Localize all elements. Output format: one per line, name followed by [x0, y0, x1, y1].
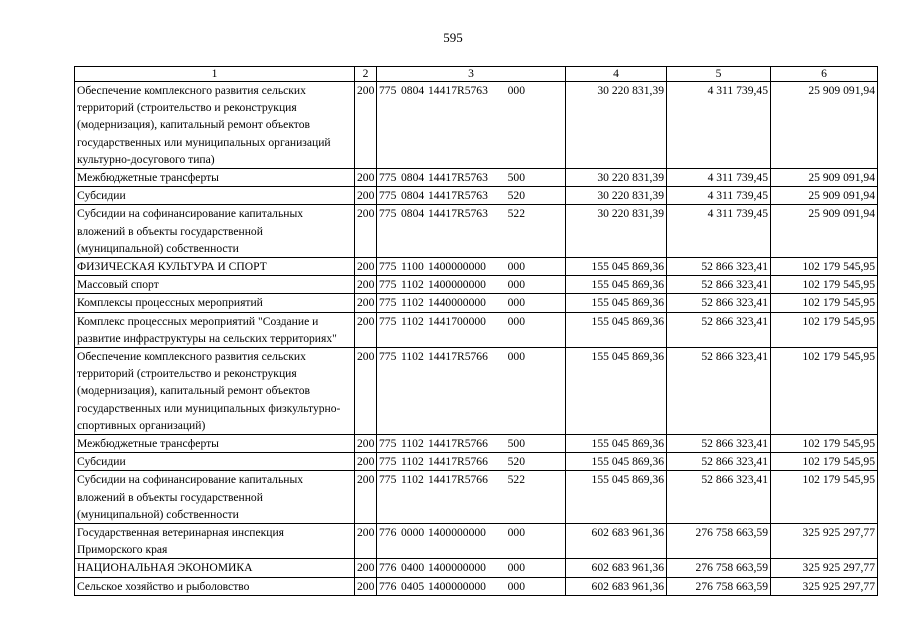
code-ps: 14417R5763: [428, 84, 488, 97]
row-code: [377, 577, 566, 595]
code-vr: 520: [507, 189, 525, 203]
code-vr: 520: [507, 455, 525, 469]
code-rz: 0804: [401, 189, 425, 203]
table-row: [75, 258, 878, 276]
value-col5: 52 866 323,41: [667, 348, 771, 435]
code-vr: 000: [507, 579, 525, 593]
table-row: [75, 294, 878, 312]
code-gr: 775: [379, 296, 397, 310]
code-gr: 775: [379, 84, 397, 97]
value-col5: 52 866 323,41: [667, 294, 771, 312]
value-col4: 602 683 961,36: [566, 524, 667, 559]
value-col6: 102 179 545,95: [771, 471, 878, 524]
code-rz: 1100: [401, 260, 424, 274]
value-col4: 155 045 869,36: [566, 312, 667, 347]
header-row: [75, 67, 878, 82]
code-gr: 775: [379, 455, 397, 469]
value-col4: 155 045 869,36: [566, 471, 667, 524]
budget-table: [74, 66, 878, 596]
row-name: Субсидии на софинансирование капитальных вложений в объекты государственной (муниципальной) собственности: [75, 205, 355, 258]
code-rz: 1102: [401, 350, 424, 364]
value-col5: 276 758 663,59: [667, 559, 771, 577]
row-code: [377, 169, 566, 187]
code-gr: 775: [379, 314, 397, 328]
row-code: [377, 524, 566, 559]
code-rz: 0804: [401, 207, 425, 221]
value-col5: 52 866 323,41: [667, 435, 771, 453]
code-vr: 000: [507, 278, 525, 292]
code-gr: 776: [379, 561, 397, 575]
table-row: [75, 187, 878, 205]
value-col6: 102 179 545,95: [771, 312, 878, 347]
code-gr: 775: [379, 473, 397, 487]
code-rz: 0400: [401, 561, 425, 575]
code-ps: 14417R5766: [428, 455, 488, 469]
code-rz: 0804: [401, 171, 425, 185]
row-indicator: 200: [355, 471, 377, 524]
row-indicator: 200: [355, 348, 377, 435]
code-vr: 500: [507, 437, 525, 451]
column-header: 1: [75, 67, 355, 82]
row-name: НАЦИОНАЛЬНАЯ ЭКОНОМИКА: [75, 559, 355, 577]
value-col6: 25 909 091,94: [771, 187, 878, 205]
code-ps: 1400000000: [428, 526, 486, 540]
table-row: [75, 348, 878, 435]
code-rz: 1102: [401, 455, 424, 469]
row-code: [377, 276, 566, 294]
value-col4: 155 045 869,36: [566, 276, 667, 294]
code-ps: 1440000000: [428, 296, 486, 310]
row-indicator: 200: [355, 169, 377, 187]
table-row: [75, 276, 878, 294]
code-gr: 775: [379, 278, 397, 292]
row-name: Государственная ветеринарная инспекция Приморского края: [75, 524, 355, 559]
table-row: [75, 524, 878, 559]
value-col6: 25 909 091,94: [771, 82, 878, 169]
code-gr: 775: [379, 171, 397, 185]
value-col4: 155 045 869,36: [566, 348, 667, 435]
value-col6: 325 925 297,77: [771, 559, 878, 577]
code-ps: 14417R5766: [428, 473, 488, 487]
code-vr: 000: [507, 526, 525, 540]
code-vr: 500: [507, 171, 525, 185]
value-col4: 30 220 831,39: [566, 187, 667, 205]
row-code: [377, 348, 566, 435]
row-indicator: 200: [355, 435, 377, 453]
value-col5: 4 311 739,45: [667, 82, 771, 169]
value-col4: 155 045 869,36: [566, 453, 667, 471]
value-col5: 52 866 323,41: [667, 312, 771, 347]
row-name: Комплекс процессных мероприятий "Создание и развитие инфраструктуры на сельских территориях": [75, 312, 355, 347]
code-vr: 000: [507, 260, 525, 274]
row-name: Субсидии: [75, 187, 355, 205]
value-col5: 52 866 323,41: [667, 258, 771, 276]
code-ps: 1400000000: [428, 579, 486, 593]
value-col6: 102 179 545,95: [771, 276, 878, 294]
value-col4: 155 045 869,36: [566, 294, 667, 312]
row-indicator: 200: [355, 258, 377, 276]
code-vr: 522: [507, 473, 525, 487]
value-col6: 102 179 545,95: [771, 348, 878, 435]
row-name: Обеспечение комплексного развития сельских территорий (строительство и реконструкция (модернизация), капитальный ремонт объектов государственных или муниципальных физкультурно-спортивных организаций): [75, 348, 355, 435]
value-col4: 30 220 831,39: [566, 82, 667, 169]
value-col6: 325 925 297,77: [771, 524, 878, 559]
table-row: [75, 559, 878, 577]
code-vr: 000: [507, 561, 525, 575]
value-col5: 4 311 739,45: [667, 187, 771, 205]
value-col4: 155 045 869,36: [566, 258, 667, 276]
table-row: [75, 205, 878, 258]
value-col6: 102 179 545,95: [771, 435, 878, 453]
code-ps: 1400000000: [428, 278, 486, 292]
value-col4: 155 045 869,36: [566, 435, 667, 453]
row-name: Межбюджетные трансферты: [75, 435, 355, 453]
table-row: [75, 312, 878, 347]
code-vr: 000: [507, 296, 525, 310]
value-col6: 102 179 545,95: [771, 453, 878, 471]
code-rz: 1102: [401, 278, 424, 292]
row-indicator: 200: [355, 294, 377, 312]
value-col6: 25 909 091,94: [771, 205, 878, 258]
code-ps: 14417R5763: [428, 189, 488, 203]
row-indicator: 200: [355, 577, 377, 595]
code-vr: 000: [507, 84, 525, 97]
code-vr: 000: [507, 350, 525, 364]
column-header: 2: [355, 67, 377, 82]
value-col5: 52 866 323,41: [667, 276, 771, 294]
row-name: Субсидии на софинансирование капитальных вложений в объекты государственной (муниципальной) собственности: [75, 471, 355, 524]
code-gr: 775: [379, 260, 397, 274]
code-ps: 14417R5766: [428, 437, 488, 451]
row-name: Межбюджетные трансферты: [75, 169, 355, 187]
code-rz: 1102: [401, 473, 424, 487]
row-name: ФИЗИЧЕСКАЯ КУЛЬТУРА И СПОРТ: [75, 258, 355, 276]
value-col5: 4 311 739,45: [667, 169, 771, 187]
row-code: [377, 187, 566, 205]
row-indicator: 200: [355, 276, 377, 294]
table-row: [75, 453, 878, 471]
code-rz: 0000: [401, 526, 425, 540]
table-row: [75, 169, 878, 187]
row-indicator: 200: [355, 205, 377, 258]
row-indicator: 200: [355, 559, 377, 577]
code-gr: 776: [379, 579, 397, 593]
code-gr: 776: [379, 526, 397, 540]
column-header: 4: [566, 67, 667, 82]
row-indicator: 200: [355, 524, 377, 559]
row-indicator: 200: [355, 82, 377, 169]
column-header: 6: [771, 67, 878, 82]
code-gr: 775: [379, 437, 397, 451]
value-col4: 602 683 961,36: [566, 559, 667, 577]
value-col6: 325 925 297,77: [771, 577, 878, 595]
row-indicator: 200: [355, 187, 377, 205]
code-vr: 522: [507, 207, 525, 221]
value-col5: 52 866 323,41: [667, 453, 771, 471]
row-code: [377, 559, 566, 577]
value-col5: 52 866 323,41: [667, 471, 771, 524]
code-ps: 1441700000: [428, 314, 486, 328]
code-ps: 14417R5766: [428, 350, 488, 364]
row-code: [377, 435, 566, 453]
table-row: [75, 471, 878, 524]
row-name: Обеспечение комплексного развития сельских территорий (строительство и реконструкция (модернизация), капитальный ремонт объектов государственных или муниципальных организаций культурно-досугового типа): [75, 82, 355, 169]
row-name: Субсидии: [75, 453, 355, 471]
row-code: [377, 294, 566, 312]
code-gr: 775: [379, 189, 397, 203]
table-row: [75, 82, 878, 169]
code-rz: 0804: [401, 84, 425, 97]
value-col6: 102 179 545,95: [771, 294, 878, 312]
table-row: [75, 435, 878, 453]
row-code: [377, 471, 566, 524]
row-code: [377, 258, 566, 276]
code-ps: 1400000000: [428, 561, 486, 575]
value-col4: 602 683 961,36: [566, 577, 667, 595]
row-name: Комплексы процессных мероприятий: [75, 294, 355, 312]
row-indicator: 200: [355, 453, 377, 471]
value-col4: 30 220 831,39: [566, 169, 667, 187]
value-col6: 102 179 545,95: [771, 258, 878, 276]
code-ps: 14417R5763: [428, 207, 488, 221]
row-code: [377, 205, 566, 258]
column-header: 3: [377, 67, 566, 82]
code-ps: 1400000000: [428, 260, 486, 274]
code-rz: 1102: [401, 314, 424, 328]
row-code: [377, 453, 566, 471]
code-ps: 14417R5763: [428, 171, 488, 185]
value-col4: 30 220 831,39: [566, 205, 667, 258]
row-code: [377, 82, 566, 169]
code-rz: 1102: [401, 296, 424, 310]
code-rz: 0405: [401, 579, 425, 593]
column-header: 5: [667, 67, 771, 82]
value-col6: 25 909 091,94: [771, 169, 878, 187]
code-vr: 000: [507, 314, 525, 328]
row-indicator: 200: [355, 312, 377, 347]
value-col5: 4 311 739,45: [667, 205, 771, 258]
page-number: 595: [443, 30, 463, 45]
row-name: Массовый спорт: [75, 276, 355, 294]
code-rz: 1102: [401, 437, 424, 451]
code-gr: 775: [379, 350, 397, 364]
code-gr: 775: [379, 207, 397, 221]
value-col5: 276 758 663,59: [667, 524, 771, 559]
table-row: [75, 577, 878, 595]
row-code: [377, 312, 566, 347]
value-col5: 276 758 663,59: [667, 577, 771, 595]
row-name: Сельское хозяйство и рыболовство: [75, 577, 355, 595]
